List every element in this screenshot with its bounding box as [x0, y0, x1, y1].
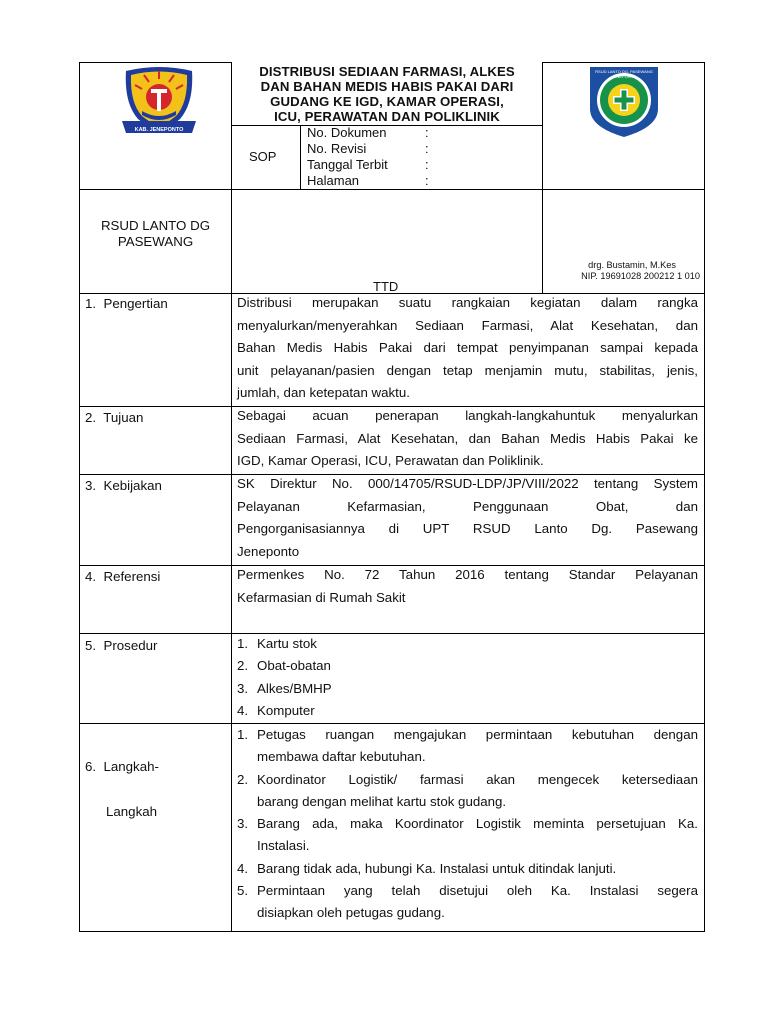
section-body-tujuan [237, 405, 698, 473]
doc-field-label: Halaman [307, 173, 360, 188]
text-line: Bahan Medis Habis Pakai dari tempat penyimpanan sampai kepada [237, 340, 698, 355]
title-line: DAN BAHAN MEDIS HABIS PAKAI DARI [260, 79, 514, 94]
hospital-name-line: PASEWANG [117, 234, 194, 249]
text-line: Kefarmasian di Rumah Sakit [237, 589, 406, 605]
text-line: Permintaan yang telah disetujui oleh Ka. Instalasi segera [257, 883, 698, 899]
doc-field-sep: : [425, 141, 429, 156]
text-line: jumlah, dan ketepatan waktu. [237, 385, 410, 400]
signer-nip: NIP. 19691028 200212 1 010 [581, 271, 700, 281]
section-label-referensi: 4. Referensi [85, 569, 161, 584]
text-line: SK Direktur No. 000/14705/RSUD-LDP/JP/VIII/2022 tentang System [237, 476, 698, 491]
list-item [237, 655, 698, 677]
text-line: Barang ada, maka Koordinator Logistik meminta persetujuan Ka. [257, 816, 698, 832]
list-text: Kartu stok [257, 636, 317, 651]
list-item [237, 858, 698, 880]
doc-field-sep: : [425, 173, 429, 188]
text-line: Sebagai acuan penerapan langkah-langkahuntuk menyalurkan [237, 408, 698, 423]
list-item [237, 769, 698, 814]
section-label-kebijakan: 3. Kebijakan [85, 478, 162, 493]
text-line: Distribusi merupakan suatu rangkaian kegiatan dalam rangka [237, 295, 698, 310]
list-item [237, 700, 698, 722]
label-line: 6. Langkah- [85, 759, 159, 774]
section-label-prosedur: 5. Prosedur [85, 638, 158, 653]
hospital-logo-caption: RSUD LANTO DG. PASEWANG JENEPONTO [595, 69, 653, 79]
section-body-kebijakan [237, 473, 698, 563]
section-label-pengertian: 1. Pengertian [85, 296, 168, 311]
doc-field-sep: : [425, 157, 429, 172]
doc-field-row [307, 125, 429, 141]
section-body-langkah [237, 724, 698, 925]
list-number: 1. [237, 636, 249, 651]
list-text: Alkes/BMHP [257, 680, 332, 696]
list-text: Komputer [257, 702, 315, 718]
text-line: membawa daftar kebutuhan. [257, 749, 426, 765]
text-line: Petugas ruangan mengajukan permintaan kebutuhan dengan [257, 727, 698, 742]
list-number: 2. [237, 771, 249, 787]
text-line: Pelayanan Kefarmasian, Penggunaan Obat, dan [237, 498, 698, 514]
hospital-name [80, 218, 231, 250]
text-line: Pengorganisasiannya di UPT RSUD Lanto Dg. Pasewang [237, 521, 698, 536]
section-body-referensi [237, 564, 698, 609]
section-label-tujuan: 2. Tujuan [85, 410, 144, 425]
list-number: 3. [237, 816, 249, 832]
sop-label: SOP [249, 149, 277, 164]
title-line: GUDANG KE IGD, KAMAR OPERASI, [270, 94, 504, 109]
title-line: ICU, PERAWATAN DAN POLIKLINIK [274, 109, 500, 124]
list-number: 2. [237, 658, 249, 674]
text-line: Instalasi. [257, 838, 310, 854]
list-item [237, 724, 698, 769]
section-body-pengertian [237, 292, 698, 405]
list-item [237, 678, 698, 700]
signer-name: drg. Bustamin, M.Kes [588, 260, 676, 270]
list-number: 4. [237, 702, 249, 718]
doc-field-label: Tanggal Terbit [307, 157, 388, 172]
hospital-name-line: RSUD LANTO DG [100, 218, 211, 233]
ttd-label: TTD [373, 279, 399, 294]
section-label-langkah [85, 729, 159, 834]
document-title [232, 64, 542, 124]
text-line: unit pelayanan/pasien dengan tetap menjamin mutu, stabilitas, jenis, [237, 362, 698, 378]
list-number: 4. [237, 860, 249, 876]
text-line: IGD, Kamar Operasi, ICU, Perawatan dan Poliklinik. [237, 453, 544, 468]
section-body-prosedur [237, 633, 698, 722]
signature-block [543, 260, 700, 282]
text-line: Permenkes No. 72 Tahun 2016 tentang Standar Pelayanan [237, 567, 698, 582]
doc-field-row [307, 141, 429, 157]
text-line: Barang tidak ada, hubungi Ka. Instalasi untuk ditindak lanjuti. [257, 860, 617, 876]
text-line: disiapkan oleh petugas gudang. [257, 905, 445, 921]
text-line: barang dengan melihat kartu stok gudang. [257, 793, 507, 809]
list-item [237, 880, 698, 925]
text-line: Jeneponto [237, 543, 300, 559]
list-text: Obat-obatan [257, 658, 331, 674]
list-number: 3. [237, 680, 249, 696]
doc-field-label: No. Revisi [307, 141, 367, 156]
label-line: Langkah [106, 804, 158, 819]
list-item [237, 813, 698, 858]
doc-field-row [307, 173, 429, 189]
title-line: DISTRIBUSI SEDIAAN FARMASI, ALKES [259, 64, 515, 79]
text-line: menyalurkan/menyerahkan Sediaan Farmasi, Alat Kesehatan, dan [237, 317, 698, 333]
doc-field-sep: : [425, 125, 429, 140]
list-number: 5. [237, 883, 249, 899]
list-number: 1. [237, 727, 249, 742]
kabupaten-logo-caption: KAB. JENEPONTO [134, 127, 184, 133]
list-item [237, 633, 698, 655]
doc-field-row [307, 157, 429, 173]
doc-field-label: No. Dokumen [307, 125, 387, 140]
text-line: Sediaan Farmasi, Alat Kesehatan, dan Bahan Medis Habis Pakai ke [237, 430, 698, 446]
text-line: Koordinator Logistik/ farmasi akan mengecek ketersediaan [257, 771, 698, 787]
